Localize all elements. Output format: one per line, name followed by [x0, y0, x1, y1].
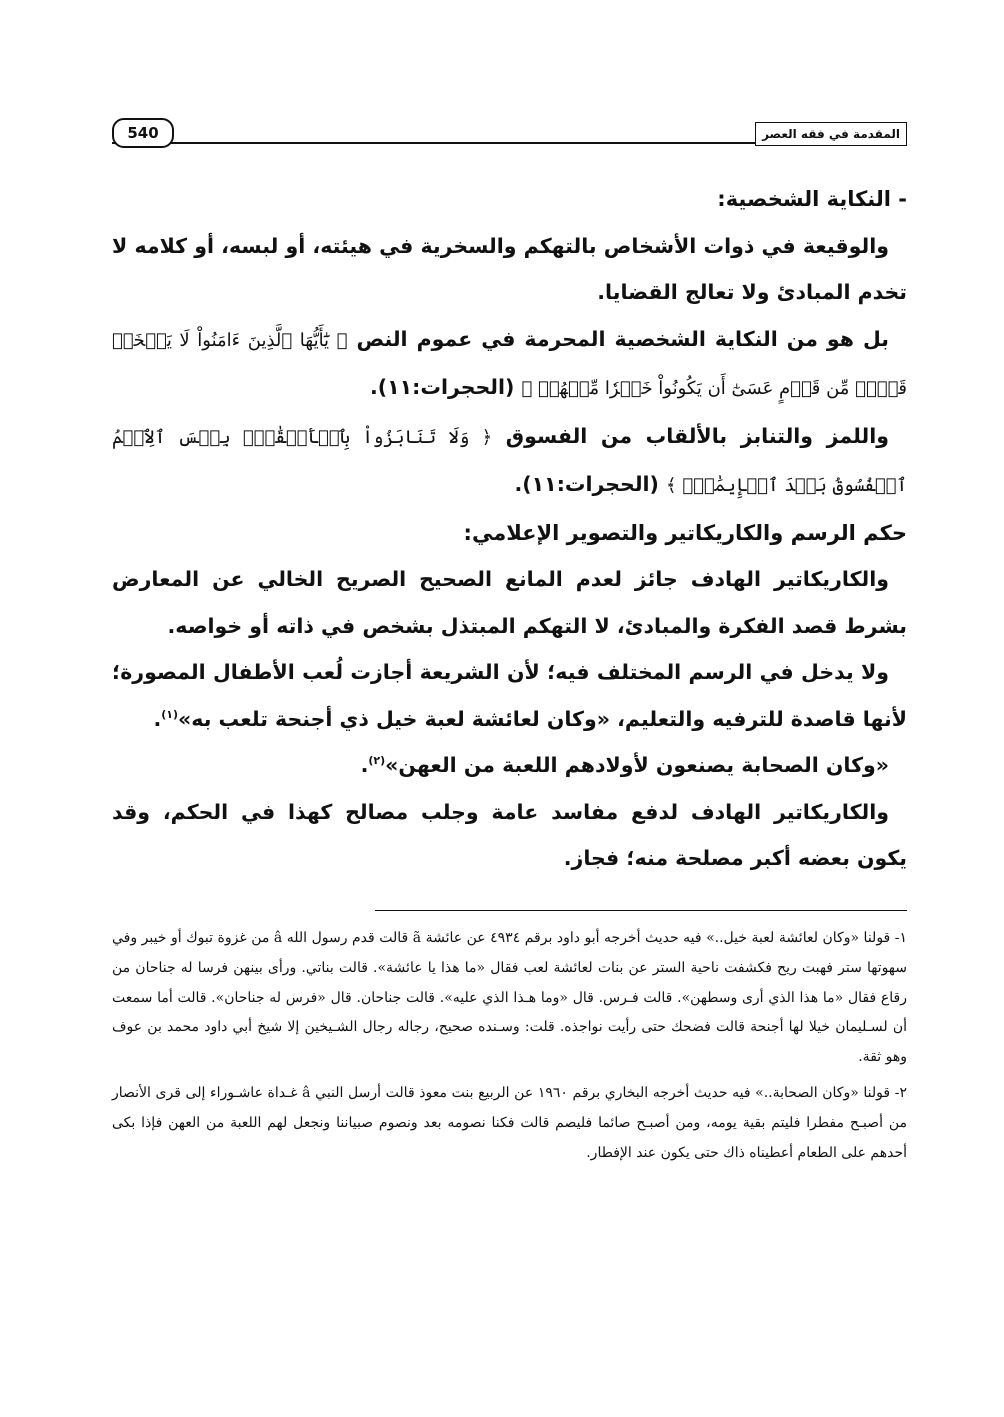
- paragraph-7: والكاريكاتير الهادف لدفع مفاسد عامة وجلب مصالح كهذا في الحكم، وقد يكون بعضه أكبر مصلحة منه؛ فجاز.: [112, 799, 907, 870]
- running-title: المقدمة في فقه العصر: [755, 122, 907, 146]
- paragraph-6-text: «وكان الصحابة يصنعون لأولادهم اللعبة من العهن»: [385, 753, 889, 777]
- footnote-separator: [375, 910, 907, 911]
- quran-verse-1: ﴿ يَٰٓأَيُّهَا ٱلَّذِينَ ءَامَنُواْ لَا يَسۡخَرۡ قَوۡمٞ مِّن قَوۡمٍ عَسَىٰٓ أَن يَكُونُواْ خَيۡرٗا مِّنۡهُمۡ ﴾: [112, 329, 907, 399]
- footnote-2: ٢- قولنا «وكان الصحابة..» فيه حديث أخرجه البخاري برقم ١٩٦٠ عن الربيع بنت معوذ قالت أرسل النبي â غـداة عاشـوراء إلى قرى الأنصار من أصبـح مفطرا فليتم بقية يومه، ومن أصبـح صائما فليصم قالت فكنا نصومه بعد ونصوم صبياننا ونجعل لهم اللعبة من العهن فإذا بكى أحدهم على الطعام أعطيناه ذاك حتى يكون عند الإفطار.: [112, 1084, 907, 1161]
- paragraph-6-end: .: [360, 753, 369, 777]
- quran-verse-2: ﴿ وَلَا تَنَابَزُواْ بِٱلۡأَلۡقَٰبِۖ بِئۡسَ ٱلِٱسۡمُ ٱلۡفُسُوقُ بَعۡدَ ٱلۡإِيمَٰنِۚ ﴾: [112, 426, 907, 496]
- page-number: 540: [112, 118, 174, 148]
- paragraph-5: [112, 649, 907, 742]
- footnote-ref-2[interactable]: (٢): [368, 754, 386, 768]
- paragraph-5-text: ولا يدخل في الرسم المختلف فيه؛ لأن الشريعة أجازت لُعب الأطفال المصورة؛ لأنها قاصدة للترفيه والتعليم، «وكان لعائشة لعبة خيل ذي أجنحة تلعب به»: [112, 660, 907, 731]
- paragraph-5-end: .: [153, 706, 162, 731]
- page-header: [112, 118, 907, 148]
- paragraph-3-text: واللمز والتنابز بالألقاب من الفسوق: [492, 423, 889, 448]
- main-text: [112, 176, 907, 882]
- footnote-ref-1[interactable]: (١): [161, 707, 179, 721]
- footnotes: [112, 924, 907, 1174]
- paragraph-1: والوقيعة في ذوات الأشخاص بالتهكم والسخرية في هيئته، أو لبسه، أو كلامه لا تخدم المبادئ ولا تعالج القضايا.: [112, 233, 907, 304]
- verse-reference-1: (الحجرات:١١).: [369, 375, 522, 399]
- paragraph-2-text: بل هو من النكاية الشخصية المحرمة في عموم النص: [347, 326, 889, 351]
- section-heading-personal-vexation: - النكاية الشخصية:: [717, 187, 907, 211]
- verse-reference-2: (الحجرات:١١).: [514, 472, 667, 496]
- footnote-1: ١- قولنا «وكان لعائشة لعبة خيل..» فيه حديث أخرجه أبو داود برقم ٤٩٣٤ عن عائشة ã قالت قدم رسول الله â من غزوة تبوك أو خيبر وفي سهوتها ستر فهبت ريح فكشفت ناحية الستر عن بنات لعائشة لعب فقال «ما هذا يا عائشة». قالت بناتي. ورأى بينهن فرسا له جناحان من رقاع فقال «ما هذا الذي أرى وسطهن». قالت فـرس. قال «وما هـذا الذي عليه». قالت جناحان. قال «فرس له جناحان». قالت أما سمعت أن لسـليمان خيلا لها أجنحة قالت فضحك حتى رأيت نواجذه. قلت: وسـنده صحيح، رجاله رجال الشـيخين إلا شيخ أبي داود محمد بن عوف وهو ثقة.: [112, 930, 908, 1066]
- paragraph-4: والكاريكاتير الهادف جائز لعدم المانع الصحيح الصريح الخالي عن المعارض بشرط قصد الفكرة والمبادئ، لا التهكم المبتذل بشخص في ذاته أو خواصه.: [112, 567, 907, 638]
- section-heading-caricature-ruling: حكم الرسم والكاريكاتير والتصوير الإعلامي:: [463, 520, 907, 545]
- paragraph-2: [112, 316, 907, 413]
- paragraph-3: [112, 413, 907, 510]
- paragraph-6: [112, 742, 907, 789]
